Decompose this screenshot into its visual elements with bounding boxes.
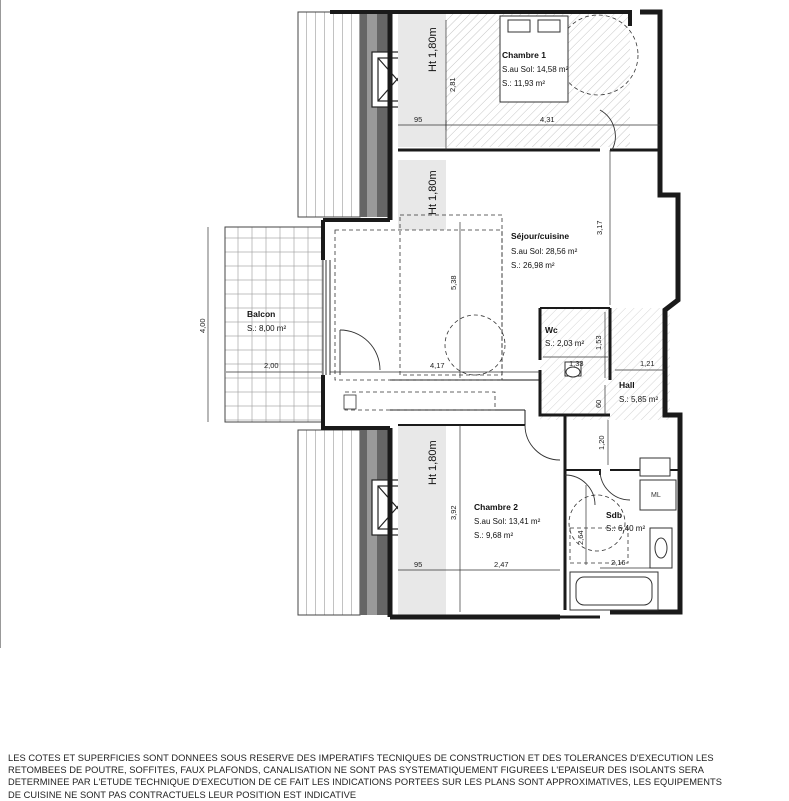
room-name-wc: Wc — [545, 325, 558, 335]
dim-200: 2,00 — [264, 361, 279, 370]
room-name-chambre2: Chambre 2 — [474, 502, 518, 512]
room-name-chambre1: Chambre 1 — [502, 50, 546, 60]
dim-216: 2,16 — [611, 558, 626, 567]
shelf-unit — [640, 458, 670, 476]
room-area-sol-chambre1: S.au Sol: 14,58 m² — [502, 65, 569, 74]
dim-121: 1,21 — [640, 359, 655, 368]
disclaimer-line-2: RETOMBEES DE POUTRE, SOFFITES, FAUX PLAFONDS, CANALISATION NE SONT PAS SYSTEMATIQUEMENT FIGUREES L'EPAISEUR DES ISOLANTS SERA — [8, 765, 704, 776]
dim-431: 4,31 — [540, 115, 555, 124]
dim-264: 2,64 — [576, 530, 585, 545]
disclaimer-line-3: DETERMINEE PAR L'ETUDE TECHNIQUE D'EXECUTION DE CE FAIT LES INDICATIONS PORTEES SUR LES PLANS SONT APPROXIMATIVES, LES EQUIPEMENTS — [8, 777, 723, 788]
room-name-sejour: Séjour/cuisine — [511, 231, 570, 241]
room-area-chambre1: S.: 11,93 m² — [502, 79, 545, 88]
height-label-bottom: Ht 1,80m — [427, 440, 439, 485]
dim-247: 2,47 — [494, 560, 509, 569]
dim-120: 1,20 — [597, 435, 606, 450]
bathtub — [570, 572, 658, 610]
room-area-sol-chambre2: S.au Sol: 13,41 m² — [474, 517, 541, 526]
room-area-hall: S.: 5,85 m² — [619, 395, 659, 404]
dim-153: 1,53 — [594, 335, 603, 350]
dim-95-top: 95 — [414, 115, 423, 124]
room-area-balcon: S.: 8,00 m² — [247, 324, 287, 333]
ml-label: ML — [651, 492, 661, 499]
bathroom-sink — [650, 528, 672, 568]
roof-slats-top — [298, 12, 390, 217]
balcony-window — [326, 260, 330, 375]
dim-60: 60 — [594, 399, 603, 408]
dim-392: 3,92 — [449, 505, 458, 520]
dim-417: 4,17 — [430, 361, 445, 370]
room-area-sol-sejour: S.au Sol: 28,56 m² — [511, 247, 578, 256]
room-name-hall: Hall — [619, 380, 635, 390]
dim-400: 4,00 — [198, 318, 207, 333]
disclaimer-line-1: LES COTES ET SUPERFICIES SONT DONNEES SOUS RESERVE DES IMPERATIFS TECNIQUES DE CONSTRUCTION ET DES TOLERANCES D'EXECUTION LES — [8, 753, 714, 763]
height-label-mid: Ht 1,80m — [427, 170, 439, 215]
dim-317: 3,17 — [595, 220, 604, 235]
room-name-sdb: Sdb — [606, 510, 623, 520]
height-label-top: Ht 1,80m — [427, 27, 439, 72]
room-area-sdb: S.: 6,40 m² — [606, 524, 646, 533]
dim-133: 1,33 — [569, 359, 584, 368]
room-area-wc: S.: 2,03 m² — [545, 339, 585, 348]
dim-281: 2,81 — [448, 77, 457, 92]
dim-538: 5,38 — [449, 275, 458, 290]
dim-95-bottom: 95 — [414, 560, 423, 569]
room-area-sejour: S.: 26,98 m² — [511, 261, 555, 270]
disclaimer-line-4: DE CUISINE NE SONT PAS CONTRACTUELS LEUR POSITION EST INDICATIVE — [8, 789, 357, 800]
room-name-balcon: Balcon — [247, 309, 276, 319]
legal-disclaimer — [8, 752, 783, 801]
kitchen-sink — [344, 395, 356, 409]
room-area-chambre2: S.: 9,68 m² — [474, 531, 514, 540]
